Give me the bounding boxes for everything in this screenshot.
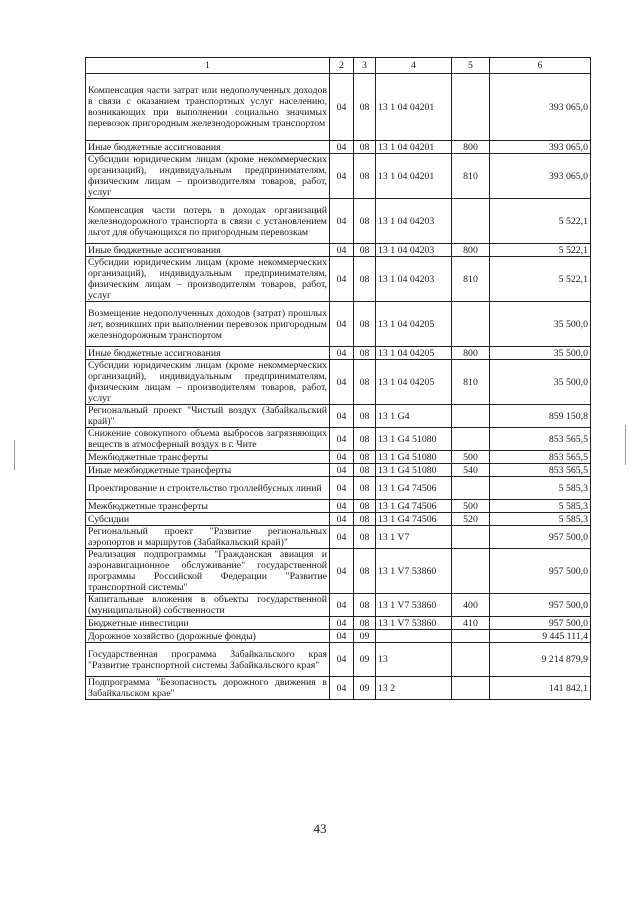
row-section: 04	[330, 451, 354, 464]
row-section: 04	[330, 477, 354, 500]
row-section: 04	[330, 630, 354, 643]
table-row	[86, 154, 591, 199]
row-amount: 853 565,5	[490, 451, 591, 464]
header-cell-6: 6	[490, 58, 591, 74]
row-expense-type: 400	[452, 594, 490, 617]
row-name: Иные межбюджетные трансферты	[86, 464, 330, 477]
row-target-code: 13 1 V7 53860	[376, 549, 452, 594]
row-amount: 393 065,0	[490, 154, 591, 199]
row-section: 04	[330, 549, 354, 594]
row-name: Иные бюджетные ассигнования	[86, 244, 330, 257]
row-target-code: 13 1 04 04205	[376, 347, 452, 360]
row-expense-type	[452, 74, 490, 141]
row-section: 04	[330, 302, 354, 347]
row-expense-type: 800	[452, 141, 490, 154]
row-name: Возмещение недополученных доходов (затрат) прошлых лет, возникших при выполнении перевозок пригородным железнодорожным транспортом	[86, 302, 330, 347]
row-target-code: 13 1 04 04205	[376, 302, 452, 347]
row-amount: 957 500,0	[490, 617, 591, 630]
row-section: 04	[330, 244, 354, 257]
row-target-code: 13 1 G4 51080	[376, 451, 452, 464]
table-row	[86, 630, 591, 643]
row-subsection: 08	[354, 347, 376, 360]
scan-mark-left	[14, 440, 15, 470]
table-row	[86, 500, 591, 513]
row-expense-type: 540	[452, 464, 490, 477]
row-subsection: 08	[354, 360, 376, 405]
row-expense-type	[452, 549, 490, 594]
row-section: 04	[330, 199, 354, 244]
row-target-code: 13 1 04 04201	[376, 141, 452, 154]
row-expense-type	[452, 199, 490, 244]
row-amount: 393 065,0	[490, 74, 591, 141]
table-row	[86, 347, 591, 360]
table-row	[86, 244, 591, 257]
row-expense-type	[452, 428, 490, 451]
row-name: Подпрограмма "Безопасность дорожного движения в Забайкальском крае"	[86, 677, 330, 700]
row-name: Проектирование и строительство троллейбусных линий	[86, 477, 330, 500]
row-section: 04	[330, 500, 354, 513]
header-cell-3: 3	[354, 58, 376, 74]
table-row	[86, 257, 591, 302]
row-name: Региональный проект "Развитие региональных аэропортов и маршрутов (Забайкальский край)"	[86, 526, 330, 549]
row-amount: 5 585,3	[490, 513, 591, 526]
row-expense-type: 810	[452, 154, 490, 199]
row-expense-type: 800	[452, 244, 490, 257]
scan-mark-right	[625, 425, 626, 465]
row-amount: 853 565,5	[490, 464, 591, 477]
table-row	[86, 199, 591, 244]
row-expense-type	[452, 405, 490, 428]
table-header	[86, 58, 591, 74]
row-name: Бюджетные инвестиции	[86, 617, 330, 630]
row-section: 04	[330, 347, 354, 360]
row-amount: 393 065,0	[490, 141, 591, 154]
header-cell-5: 5	[452, 58, 490, 74]
row-subsection: 08	[354, 464, 376, 477]
row-name: Субсидии юридическим лицам (кроме некоммерческих организаций), индивидуальным предпринимателям, физическим лицам – производителям товаров, работ, услуг	[86, 257, 330, 302]
row-target-code: 13 1 G4	[376, 405, 452, 428]
table-row	[86, 405, 591, 428]
table-row	[86, 74, 591, 141]
row-expense-type: 810	[452, 360, 490, 405]
table-row	[86, 594, 591, 617]
row-subsection: 09	[354, 630, 376, 643]
row-amount: 5 585,3	[490, 500, 591, 513]
row-section: 04	[330, 405, 354, 428]
row-amount: 35 500,0	[490, 347, 591, 360]
row-target-code: 13 1 04 04201	[376, 74, 452, 141]
row-name: Субсидии юридическим лицам (кроме некоммерческих организаций), индивидуальным предпринимателям, физическим лицам – производителям товаров, работ, услуг	[86, 360, 330, 405]
row-expense-type: 500	[452, 451, 490, 464]
row-subsection: 08	[354, 617, 376, 630]
table-row	[86, 451, 591, 464]
header-cell-1: 1	[86, 58, 330, 74]
row-subsection: 08	[354, 513, 376, 526]
row-section: 04	[330, 154, 354, 199]
row-name: Межбюджетные трансферты	[86, 451, 330, 464]
row-name: Субсидии	[86, 513, 330, 526]
row-name: Иные бюджетные ассигнования	[86, 141, 330, 154]
row-subsection: 08	[354, 141, 376, 154]
row-expense-type: 800	[452, 347, 490, 360]
table-row	[86, 643, 591, 677]
row-name: Компенсация части затрат или недополученных доходов в связи с оказанием транспортных услуг населению, возникающих при выполнении социально значимых перевозок пригородным железнодорожным транспортом	[86, 74, 330, 141]
row-subsection: 08	[354, 526, 376, 549]
table-row	[86, 677, 591, 700]
row-amount: 35 500,0	[490, 360, 591, 405]
row-target-code: 13 1 V7 53860	[376, 617, 452, 630]
row-target-code: 13	[376, 643, 452, 677]
row-section: 04	[330, 594, 354, 617]
row-expense-type	[452, 302, 490, 347]
row-section: 04	[330, 74, 354, 141]
row-amount: 957 500,0	[490, 594, 591, 617]
row-target-code: 13 1 04 04201	[376, 154, 452, 199]
row-section: 04	[330, 428, 354, 451]
row-target-code: 13 1 V7 53860	[376, 594, 452, 617]
header-row	[86, 58, 591, 74]
table-body	[86, 74, 591, 700]
row-subsection: 08	[354, 594, 376, 617]
row-section: 04	[330, 360, 354, 405]
table-row	[86, 477, 591, 500]
page-number: 43	[313, 821, 327, 836]
row-subsection: 08	[354, 199, 376, 244]
row-subsection: 09	[354, 643, 376, 677]
row-name: Реализация подпрограммы "Гражданская авиация и аэронавигационное обслуживание" государственной программы Российской Федерации "Развитие транспортной системы"	[86, 549, 330, 594]
row-subsection: 08	[354, 500, 376, 513]
row-expense-type	[452, 526, 490, 549]
row-subsection: 08	[354, 428, 376, 451]
row-subsection: 08	[354, 244, 376, 257]
row-name: Субсидии юридическим лицам (кроме некоммерческих организаций), индивидуальным предпринимателям, физическим лицам – производителям товаров, работ, услуг	[86, 154, 330, 199]
row-target-code: 13 2	[376, 677, 452, 700]
table-row	[86, 464, 591, 477]
row-amount: 9 445 111,4	[490, 630, 591, 643]
row-expense-type	[452, 677, 490, 700]
row-expense-type	[452, 630, 490, 643]
header-cell-4: 4	[376, 58, 452, 74]
row-section: 04	[330, 513, 354, 526]
row-amount: 141 842,1	[490, 677, 591, 700]
row-subsection: 08	[354, 74, 376, 141]
table-row	[86, 617, 591, 630]
row-target-code: 13 1 04 04203	[376, 199, 452, 244]
row-section: 04	[330, 464, 354, 477]
table-row	[86, 360, 591, 405]
row-section: 04	[330, 526, 354, 549]
row-name: Иные бюджетные ассигнования	[86, 347, 330, 360]
row-target-code: 13 1 V7	[376, 526, 452, 549]
row-name: Снижение совокупного объема выбросов загрязняющих веществ в атмосферный воздух в г. Чите	[86, 428, 330, 451]
row-expense-type	[452, 643, 490, 677]
table-row	[86, 549, 591, 594]
row-amount: 859 150,8	[490, 405, 591, 428]
row-amount: 5 522,1	[490, 257, 591, 302]
row-section: 04	[330, 617, 354, 630]
row-subsection: 08	[354, 405, 376, 428]
row-name: Дорожное хозяйство (дорожные фонды)	[86, 630, 330, 643]
row-amount: 5 522,1	[490, 199, 591, 244]
row-section: 04	[330, 643, 354, 677]
row-section: 04	[330, 141, 354, 154]
row-name: Региональный проект "Чистый воздух (Забайкальский край)"	[86, 405, 330, 428]
row-amount: 853 565,5	[490, 428, 591, 451]
table-row	[86, 526, 591, 549]
row-expense-type: 520	[452, 513, 490, 526]
row-amount: 957 500,0	[490, 549, 591, 594]
budget-table	[85, 57, 591, 700]
row-amount: 9 214 879,9	[490, 643, 591, 677]
row-amount: 5 522,1	[490, 244, 591, 257]
row-expense-type: 410	[452, 617, 490, 630]
row-target-code: 13 1 04 04205	[376, 360, 452, 405]
table-row	[86, 302, 591, 347]
table-row	[86, 141, 591, 154]
row-name: Государственная программа Забайкальского края "Развитие транспортной системы Забайкальского края"	[86, 643, 330, 677]
table-row	[86, 428, 591, 451]
row-target-code: 13 1 G4 74506	[376, 477, 452, 500]
row-amount: 957 500,0	[490, 526, 591, 549]
row-expense-type: 810	[452, 257, 490, 302]
row-subsection: 08	[354, 477, 376, 500]
row-amount: 35 500,0	[490, 302, 591, 347]
row-subsection: 08	[354, 451, 376, 464]
row-subsection: 08	[354, 302, 376, 347]
row-expense-type	[452, 477, 490, 500]
row-section: 04	[330, 257, 354, 302]
row-subsection: 08	[354, 549, 376, 594]
row-name: Капитальные вложения в объекты государственной (муниципальной) собственности	[86, 594, 330, 617]
row-target-code: 13 1 G4 51080	[376, 428, 452, 451]
row-target-code: 13 1 04 04203	[376, 257, 452, 302]
table-row	[86, 513, 591, 526]
row-target-code	[376, 630, 452, 643]
row-name: Межбюджетные трансферты	[86, 500, 330, 513]
row-target-code: 13 1 G4 51080	[376, 464, 452, 477]
row-target-code: 13 1 04 04203	[376, 244, 452, 257]
row-target-code: 13 1 G4 74506	[376, 513, 452, 526]
row-target-code: 13 1 G4 74506	[376, 500, 452, 513]
row-subsection: 09	[354, 677, 376, 700]
header-cell-2: 2	[330, 58, 354, 74]
row-subsection: 08	[354, 154, 376, 199]
row-amount: 5 585,3	[490, 477, 591, 500]
row-expense-type: 500	[452, 500, 490, 513]
row-name: Компенсация части потерь в доходах организаций железнодорожного транспорта в связи с установлением льгот для обучающихся по пригородным перевозкам	[86, 199, 330, 244]
row-subsection: 08	[354, 257, 376, 302]
row-section: 04	[330, 677, 354, 700]
